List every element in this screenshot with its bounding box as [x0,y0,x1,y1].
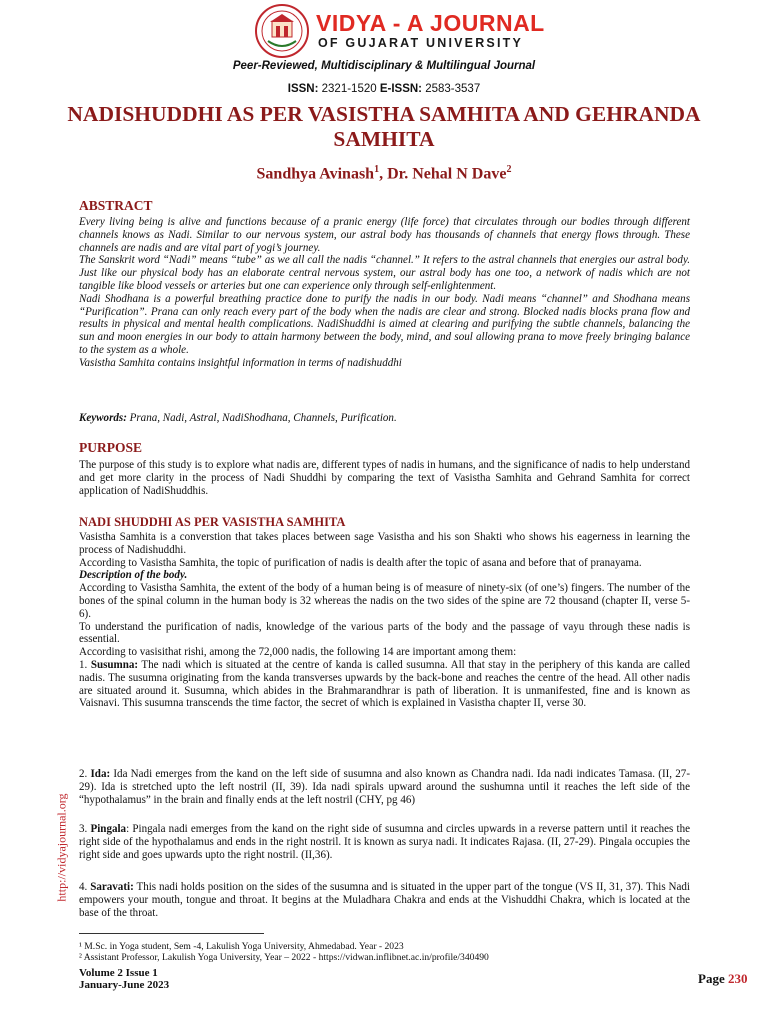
journal-tagline: Peer-Reviewed, Multidisciplinary & Multilingual Journal [232,60,536,72]
list-number: 4. [79,881,91,893]
footnote-1: ¹ M.Sc. in Yoga student, Sem -4, Lakulish Yoga University, Ahmedabad. Year - 2023 [79,941,404,952]
abstract-heading: ABSTRACT [79,198,153,213]
issn-label: ISSN: [287,83,319,95]
list-item-saravati [79,881,690,919]
purpose-body: The purpose of this study is to explore what nadis are, different types of nadis in humans, and the significance of nadis to help understand and get more clarity in the process of Nadi Shuddhi by comparing the text of Vasistha Samhita and Gehrand Samhita for correct application of NadiShuddhis. [79,459,690,497]
volume-info [79,967,169,991]
journal-title: VIDYA - A JOURNAL [316,10,545,36]
section-paragraph: According to Vasistha Samhita, the extent of the body of a human being is of measure of ninety-six (of one’s) fingers. The number of the bones of the spinal column in the human body is 32 whereas the nadis on the two sides of the spine are 72 thousand (chapter II, verse 5-6). [79,582,690,620]
list-item-pingala [79,823,690,861]
list-term: Ida: [90,768,111,780]
purpose-heading: PURPOSE [79,440,143,455]
footnote-2: ² Assistant Professor, Lakulish Yoga University, Year – 2022 - https://vidwan.inflibnet.ac.in/profile/340490 [79,952,489,963]
section-paragraph: According to Vasistha Samhita, the topic of purification of nadis is dealth after the topic of asana and before that of pranayama. [79,556,642,569]
issn-line [0,83,768,95]
eissn-value: 2583-3537 [425,83,481,95]
list-text: Ida Nadi emerges from the kand on the left side of susumna and also known as Chandra nadi. Ida nadi indicates Tamasa. (II, 27-29). Ida is stretched upto the left nostril (II, 39). Ida nadi spirals upward around the sushumna until it reaches the left side of the “hypothalamus” in the brain and finally ends at the left nostril (CHY, pg 46) [79,768,690,806]
section-subheading: Description of the body. [79,569,188,582]
page-label: Page [698,971,725,986]
author-2: , Dr. Nehal N Dave [379,165,507,183]
section-paragraph: According to vasisithat rishi, among the 72,000 nadis, the following 14 are important among them: [79,646,517,659]
list-item-susumna [79,659,690,710]
list-number: 2. [79,768,91,780]
abstract-paragraph: The Sanskrit word “Nadi” means “tube” as we all call the nadis “channel.” It refers to the astral channels that energies our astral body. Just like our physical body has an elaborate central nervous system, our astral body has one too, a network of nadis which are not tangible like blood vessels or arteries but one can experience only through self-enlightenment. [79,254,690,292]
list-text: The nadi which is situated at the centre of kanda is called susumna. All that stay in the periphery of this kanda are called nadis. The susumna originating from the kanda transverses upwards by the back-bone and reaches the centre of the head. All other nadis are situated around it. Susumna, which abides in the Brahmarandhrar is path of liberation. It is unmanifested, fine and is known as Vaisnavi. This susumna transcends the time factor, the secret of which is explained in Vasistha chapter II, verse 30. [79,658,691,710]
page-number [698,971,747,987]
eissn-label: E-ISSN: [379,83,423,95]
article-title: NADISHUDDHI AS PER VASISTHA SAMHITA AND GEHRANDA SAMHITA [67,102,701,151]
author-1: Sandhya Avinash [256,165,375,183]
author-2-footnote-mark[interactable]: 2 [506,164,512,175]
page-number-value: 230 [727,971,748,986]
list-number: 3. [79,823,91,835]
issn-value: 2321-1520 [321,83,377,95]
volume-period: January-June 2023 [79,979,170,991]
list-term: Susumna: [90,658,139,671]
section-paragraph: Vasistha Samhita is a converstion that takes places between sage Vasistha and his son Shakti who shows his eagerness in learning the process of Nadishuddhi. [79,531,690,556]
author-line [0,164,768,183]
abstract-paragraph: Vasistha Samhita contains insightful information in terms of nadishuddhi [79,356,402,369]
journal-subtitle: OF GUJARAT UNIVERSITY [318,36,524,50]
side-url-text[interactable]: http://vidyajournal.org [54,793,69,902]
section-body [79,531,690,710]
keywords-label: Keywords: [79,412,127,424]
list-term: Pingala [90,823,127,835]
abstract-body [79,216,690,370]
author-1-footnote-mark[interactable]: 1 [374,164,380,175]
section-paragraph: To understand the purification of nadis, knowledge of the various parts of the body and the passage of vayu through these nadis is essential. [79,620,690,646]
list-number: 1. [79,658,91,671]
keywords-list: Prana, Nadi, Astral, NadiShodhana, Channels, Purification. [126,412,397,424]
keywords [79,412,690,425]
volume-issue: Volume 2 Issue 1 [79,967,158,979]
footnotes [79,941,699,963]
list-term: Saravati: [90,881,134,893]
footnote-divider [79,933,264,934]
gujarat-university-emblem-icon [254,3,310,59]
abstract-paragraph: Nadi Shodhana is a powerful breathing practice done to purify the nadis in our body. Nadi means “channel” and Shodhana means “Purification”. Prana can only reach every part of the body when the nadis are clear and strong. Blocked nadis blocks prana flow and results in physical and mental health complications. NadiShuddhi is aimed at clearing and purifying the subtle channels, balancing the sun and moon energies in our body to attain harmony between the body, mind, and soul allowing prana to move freely bringing balance to the system as a whole. [79,292,690,356]
list-text: This nadi holds position on the sides of the susumna and is situated in the upper part of the tongue (VS II, 31, 37). This Nadi empowers your mouth, tongue and throat. It begins at the Muladhara Chakra and ends at the Vishuddhi Chakra, which is located at the base of the throat. [79,881,690,919]
list-text: : Pingala nadi emerges from the kand on the right side of susumna and circles upwards in a reverse pattern until it reaches the right side of the hypothalamus and ends in the right nostril. It is known as surya nadi. It indicates Rajasa. (II, 27-29). Pingala occupies the right side and goes upwards upto the right nostril. (II,36). [79,823,691,861]
abstract-paragraph: Every living being is alive and functions because of a pranic energy (life force) that circulates through our bodies through different channels knows as Nadi. Similar to our nervous system, our astral body has thousands of channels that energy flows through. These channels are nadis and are vital part of yogi’s journey. [79,216,690,254]
side-url-link[interactable] [52,770,68,930]
section-heading: NADI SHUDDHI AS PER VASISTHA SAMHITA [79,515,346,529]
list-item-ida [79,768,690,806]
